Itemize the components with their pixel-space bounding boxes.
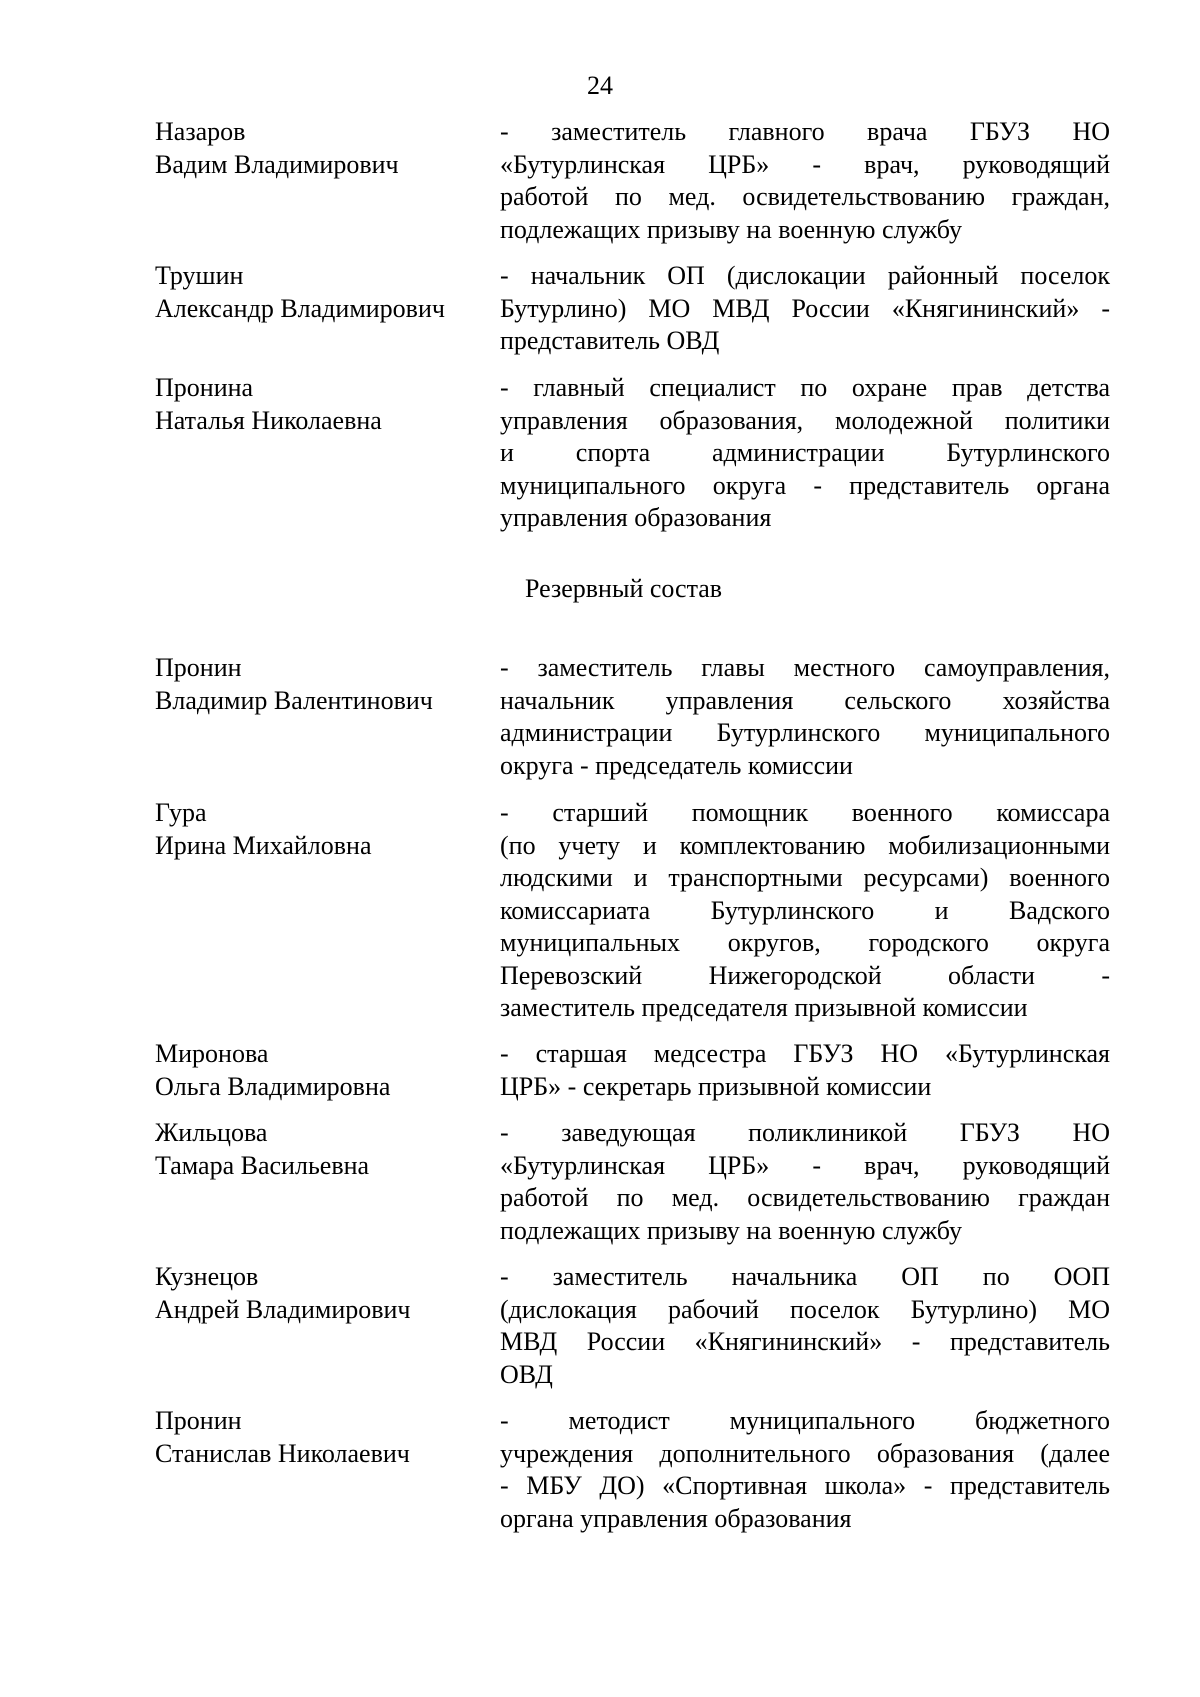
member-given-names: Станислав Николаевич xyxy=(155,1438,410,1468)
member-given-names: Ольга Владимировна xyxy=(155,1071,391,1101)
member-surname: Жильцова xyxy=(155,1118,268,1147)
role-line: управления образования xyxy=(500,503,772,532)
member-entry xyxy=(155,652,1110,782)
member-given-names: Тамара Васильевна xyxy=(155,1150,370,1180)
role-line: (по учету и комплектованию мобилизационными xyxy=(500,830,1110,860)
role-line: комиссариата Бутурлинского и Вадского xyxy=(500,895,1110,925)
role-line: - методист муниципального бюджетного xyxy=(500,1406,1110,1435)
role-line: ЦРБ» - секретарь призывной комиссии xyxy=(500,1071,932,1101)
section-heading: Резервный состав xyxy=(525,574,723,603)
member-entry xyxy=(155,116,1110,246)
member-name xyxy=(155,1405,500,1535)
member-surname: Гура xyxy=(155,798,207,827)
role-line: и спорта администрации Бутурлинского xyxy=(500,438,1110,467)
role-line: - главный специалист по охране прав детства xyxy=(500,373,1110,402)
member-name xyxy=(155,1117,500,1247)
role-line: - старшая медсестра ГБУЗ НО «Бутурлинская xyxy=(500,1039,1110,1068)
member-entry xyxy=(155,1405,1110,1535)
role-line: Бутурлино) МО МВД России «Княгининский» - xyxy=(500,293,1110,323)
role-line: «Бутурлинская ЦРБ» - врач, руководящий xyxy=(500,1150,1110,1180)
member-surname: Трушин xyxy=(155,261,244,290)
role-line: - МБУ ДО) «Спортивная школа» - представитель xyxy=(500,1471,1110,1500)
member-given-names: Владимир Валентинович xyxy=(155,685,433,715)
role-line: МВД России «Княгининский» - представитель xyxy=(500,1327,1110,1356)
role-line: «Бутурлинская ЦРБ» - врач, руководящий xyxy=(500,149,1110,179)
member-role xyxy=(500,652,1110,782)
member-given-names: Андрей Владимирович xyxy=(155,1294,411,1324)
role-line: учреждения дополнительного образования (далее xyxy=(500,1438,1110,1468)
member-role xyxy=(500,116,1110,246)
role-line: - заместитель главного врача ГБУЗ НО xyxy=(500,117,1110,146)
member-role xyxy=(500,1117,1110,1247)
role-line: муниципального округа - представитель органа xyxy=(500,470,1110,500)
role-line: управления образования, молодежной политики xyxy=(500,405,1110,435)
role-line: Перевозский Нижегородской области - xyxy=(500,960,1110,990)
member-name xyxy=(155,260,500,358)
member-name xyxy=(155,1261,500,1391)
member-role xyxy=(500,1405,1110,1535)
member-surname: Миронова xyxy=(155,1039,269,1068)
page-number: 24 xyxy=(587,71,613,100)
member-surname: Пронин xyxy=(155,1406,242,1435)
member-role xyxy=(500,1261,1110,1391)
role-line: представитель ОВД xyxy=(500,326,720,355)
member-surname: Пронин xyxy=(155,653,242,682)
member-role xyxy=(500,372,1110,535)
member-role xyxy=(500,260,1110,358)
member-surname: Кузнецов xyxy=(155,1262,259,1291)
member-role xyxy=(500,797,1110,1025)
role-line: людскими и транспортными ресурсами) военного xyxy=(500,863,1110,892)
role-line: начальник управления сельского хозяйства xyxy=(500,685,1110,715)
member-given-names: Ирина Михайловна xyxy=(155,830,372,860)
member-surname: Пронина xyxy=(155,373,254,402)
member-entry xyxy=(155,1261,1110,1391)
member-name xyxy=(155,797,500,1025)
member-role xyxy=(500,1038,1110,1103)
role-line: - заместитель главы местного самоуправления, xyxy=(500,653,1110,682)
role-line: подлежащих призыву на военную службу xyxy=(500,1215,962,1245)
member-given-names: Вадим Владимирович xyxy=(155,149,399,179)
role-line: - старший помощник военного комиссара xyxy=(500,798,1110,827)
role-line: ОВД xyxy=(500,1359,553,1389)
member-entry xyxy=(155,260,1110,358)
member-entry xyxy=(155,1117,1110,1247)
member-name xyxy=(155,1038,500,1103)
role-line: - заместитель начальника ОП по ООП xyxy=(500,1262,1110,1291)
role-line: работой по мед. освидетельствованию граждан xyxy=(500,1183,1110,1212)
role-line: округа - председатель комиссии xyxy=(500,750,853,780)
member-name xyxy=(155,652,500,782)
role-line: администрации Бутурлинского муниципального xyxy=(500,718,1110,747)
role-line: - начальник ОП (дислокации районный поселок xyxy=(500,261,1110,290)
role-line: работой по мед. освидетельствованию граждан, xyxy=(500,182,1110,211)
role-line: муниципальных округов, городского округа xyxy=(500,928,1110,957)
role-line: заместитель председателя призывной комиссии xyxy=(500,993,1028,1022)
member-entry xyxy=(155,1038,1110,1103)
member-entry xyxy=(155,372,1110,535)
member-entry xyxy=(155,797,1110,1025)
member-name xyxy=(155,372,500,535)
member-name xyxy=(155,116,500,246)
member-surname: Назаров xyxy=(155,117,246,146)
role-line: органа управления образования xyxy=(500,1503,852,1533)
member-given-names: Александр Владимирович xyxy=(155,293,445,323)
role-line: (дислокация рабочий поселок Бутурлино) МО xyxy=(500,1294,1110,1324)
role-line: подлежащих призыву на военную службу xyxy=(500,214,962,244)
member-given-names: Наталья Николаевна xyxy=(155,405,382,435)
role-line: - заведующая поликлиникой ГБУЗ НО xyxy=(500,1118,1110,1147)
